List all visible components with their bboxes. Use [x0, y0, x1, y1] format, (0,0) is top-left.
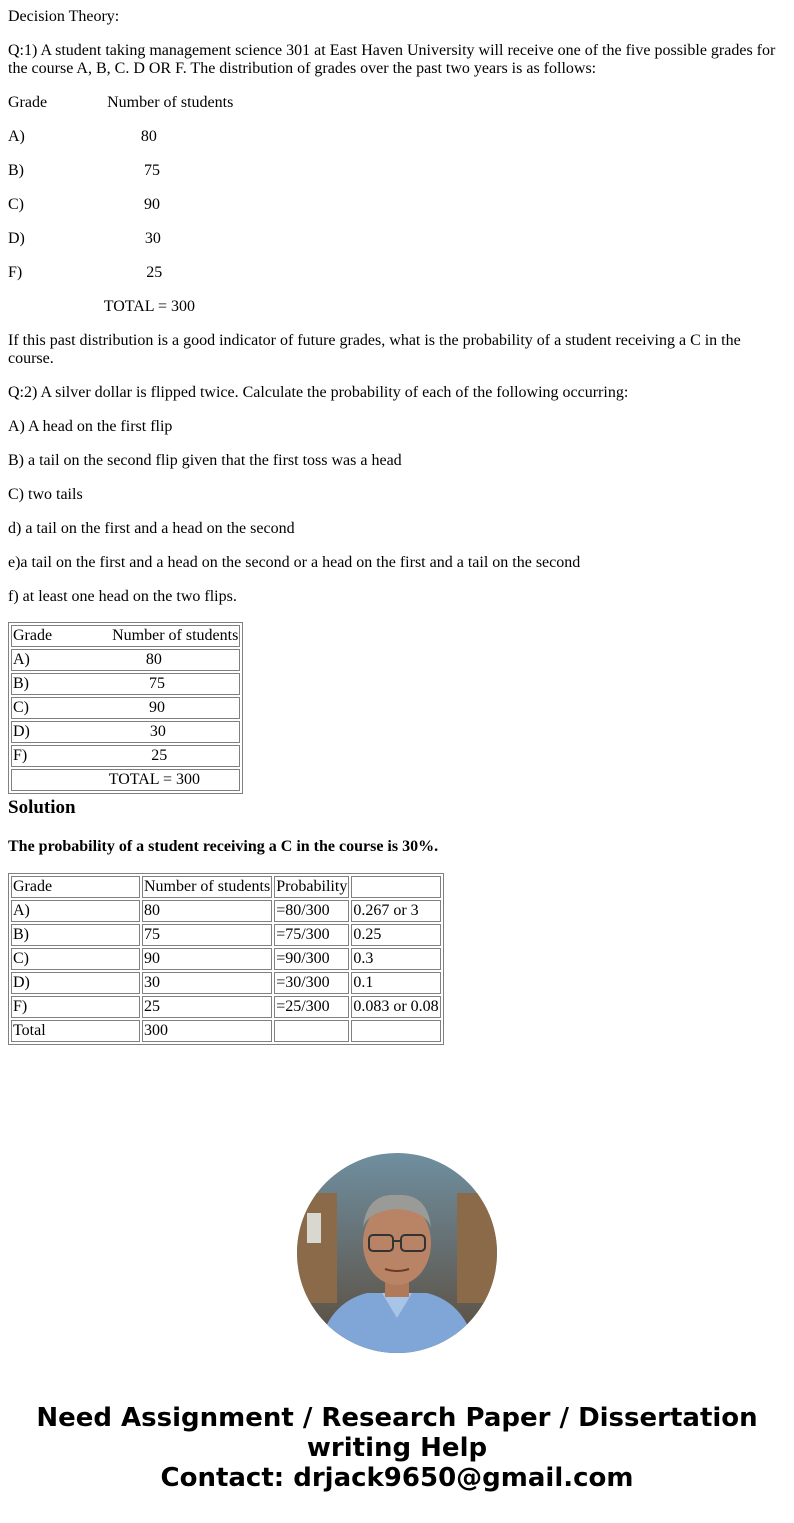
table-cell: Total [11, 1020, 140, 1042]
header-number-of-students: Number of students [142, 876, 272, 898]
solution-heading: Solution [8, 797, 76, 818]
q1-row-d: D) 30 [8, 230, 161, 247]
q1-row-b: B) 75 [8, 162, 160, 179]
q1-row-a: A) 80 [8, 128, 157, 145]
table-cell: A) [11, 900, 140, 922]
q2-part-a: A) A head on the first flip [8, 418, 173, 435]
author-portrait-icon [297, 1153, 497, 1353]
table-cell: =90/300 [274, 948, 349, 970]
table-cell: B) 75 [11, 673, 240, 695]
table-cell: TOTAL = 300 [11, 769, 240, 791]
q1-row-c: C) 90 [8, 196, 160, 213]
table-cell [274, 1020, 349, 1042]
table-header-row [11, 876, 441, 898]
table-row [11, 769, 240, 791]
table-cell: Grade Number of students [11, 625, 240, 647]
table-row [11, 625, 240, 647]
table-cell: 0.3 [351, 948, 440, 970]
solution-answer: The probability of a student receiving a C in the course is 30%. [8, 838, 439, 855]
question-2: Q:2) A silver dollar is flipped twice. Calculate the probability of each of the following occurring: [8, 384, 629, 401]
table-cell: =80/300 [274, 900, 349, 922]
table-cell: D) [11, 972, 140, 994]
q2-part-f: f) at least one head on the two flips. [8, 588, 237, 605]
table-cell: 25 [142, 996, 272, 1018]
footer-line-2: writing Help [306, 1433, 488, 1463]
table-cell: =30/300 [274, 972, 349, 994]
table-cell: F) [11, 996, 140, 1018]
table-row [11, 745, 240, 767]
header-blank [351, 876, 440, 898]
grade-distribution-table [8, 622, 243, 794]
table-cell: 75 [142, 924, 272, 946]
table-row [11, 948, 441, 970]
table-row [11, 673, 240, 695]
q1-row-f: F) 25 [8, 264, 163, 281]
table-cell [351, 1020, 440, 1042]
footer-line-3: Contact: drjack9650@gmail.com [160, 1463, 634, 1493]
table-cell: 0.083 or 0.08 [351, 996, 440, 1018]
table-row [11, 900, 441, 922]
footer-contact-banner [0, 1403, 794, 1493]
table-cell: C) 90 [11, 697, 240, 719]
table-cell: 90 [142, 948, 272, 970]
q2-part-d: d) a tail on the first and a head on the second [8, 520, 295, 537]
q2-part-b: B) a tail on the second flip given that the first toss was a head [8, 452, 402, 469]
table-row [11, 649, 240, 671]
q2-part-c: C) two tails [8, 486, 83, 503]
q1-question: If this past distribution is a good indicator of future grades, what is the probability of a student receiving a C in the course. [8, 332, 741, 367]
table-row [11, 721, 240, 743]
table-cell: 30 [142, 972, 272, 994]
table-row [11, 697, 240, 719]
table-cell: A) 80 [11, 649, 240, 671]
header-grade: Grade [11, 876, 140, 898]
table-cell: 300 [142, 1020, 272, 1042]
author-photo [297, 1153, 497, 1353]
q1-total: TOTAL = 300 [8, 298, 195, 315]
table-cell: F) 25 [11, 745, 240, 767]
table-cell: B) [11, 924, 140, 946]
question-1: Q:1) A student taking management science 301 at East Haven University will receive one of the five possible grades for the course A, B, C. D OR F. The distribution of grades over the past two years is as follows: [8, 42, 776, 77]
table-cell: =25/300 [274, 996, 349, 1018]
q1-table-header: Grade Number of students [8, 94, 234, 111]
table-cell: D) 30 [11, 721, 240, 743]
table-row [11, 1020, 441, 1042]
doc-topic: Decision Theory: [8, 8, 120, 25]
table-row [11, 972, 441, 994]
table-cell: 0.267 or 3 [351, 900, 440, 922]
table-cell: =75/300 [274, 924, 349, 946]
table-cell: 0.25 [351, 924, 440, 946]
table-cell: 80 [142, 900, 272, 922]
table-cell: 0.1 [351, 972, 440, 994]
footer-line-1: Need Assignment / Research Paper / Dissertation [36, 1403, 758, 1433]
probability-table [8, 873, 444, 1045]
header-probability: Probability [274, 876, 349, 898]
table-cell: C) [11, 948, 140, 970]
q2-part-e: e)a tail on the first and a head on the second or a head on the first and a tail on the second [8, 554, 581, 571]
table-row [11, 924, 441, 946]
table-row [11, 996, 441, 1018]
